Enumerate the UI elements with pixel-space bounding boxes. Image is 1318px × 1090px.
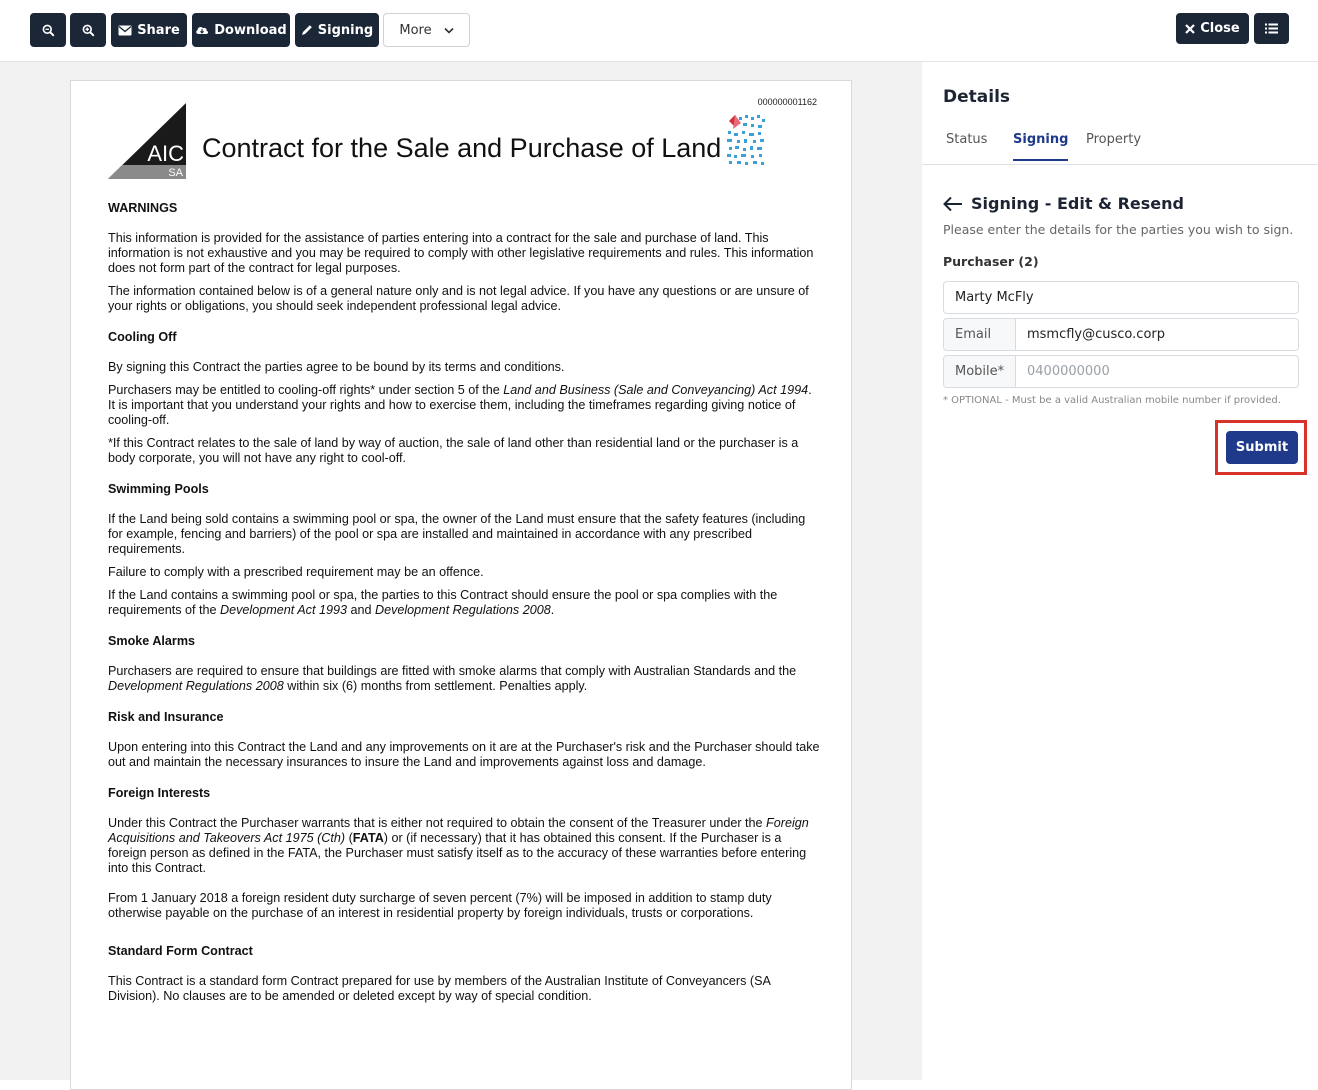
share-label: Share <box>137 22 180 38</box>
paragraph: By signing this Contract the parties agree to be bound by its terms and conditions. <box>108 360 565 374</box>
close-icon <box>1185 24 1195 34</box>
zoom-in-button[interactable] <box>70 13 106 47</box>
paragraph: The information contained below is of a general nature only and is not legal advice. If you have any questions or are unsure of your rights or obligations, you should seek independent professional legal advice. <box>108 284 809 313</box>
tab-signing[interactable]: Signing <box>1013 132 1068 161</box>
email-label: Email <box>944 319 1016 350</box>
paragraph: *If this Contract relates to the sale of land by way of auction, the sale of land other than residential land or the purchaser is a body corporate, you will not have any right to cool-off. <box>108 436 799 465</box>
email-field[interactable] <box>943 318 1299 351</box>
email-input[interactable] <box>1016 319 1298 350</box>
document-viewer[interactable] <box>0 62 922 1080</box>
paragraph: Purchasers may be entitled to cooling-off rights* under section 5 of the Land and Business (Sale and Conveyancing) Act 1994. It is important that you understand your rights and how to exercise them, including the timeframes regarding giving notice of cooling-off. <box>108 383 812 427</box>
document-title: Contract for the Sale and Purchase of Land <box>202 133 722 163</box>
list-icon <box>1265 23 1278 34</box>
tab-status[interactable]: Status <box>946 132 988 147</box>
section-heading: Foreign Interests <box>108 786 211 800</box>
paragraph: Purchasers are required to ensure that buildings are fitted with smoke alarms that comply with Australian Standards and the Development Regulations 2008 within six (6) months from settlement. Penalties apply. <box>108 664 797 693</box>
download-label: Download <box>214 22 287 38</box>
zoom-out-icon <box>42 24 55 37</box>
name-input[interactable] <box>944 282 1298 313</box>
signing-label: Signing <box>317 22 374 38</box>
mobile-field[interactable] <box>943 355 1299 388</box>
qr-code-icon <box>725 113 767 167</box>
aic-logo <box>108 103 186 179</box>
close-label: Close <box>1200 21 1240 36</box>
more-dropdown[interactable] <box>383 13 470 47</box>
zoom-out-button[interactable] <box>30 13 66 47</box>
paragraph: Failure to comply with a prescribed requirement may be an offence. <box>108 565 484 579</box>
zoom-in-icon <box>82 24 95 37</box>
section-heading: WARNINGS <box>108 201 178 215</box>
document-number: 000000001162 <box>757 97 817 107</box>
list-menu-button[interactable] <box>1254 13 1289 44</box>
section-heading: Swimming Pools <box>108 482 209 496</box>
document-body <box>108 201 820 1012</box>
signing-instructions: Please enter the details for the parties you wish to sign. <box>943 222 1294 237</box>
signing-title: Signing - Edit & Resend <box>971 194 1184 213</box>
paragraph: Upon entering into this Contract the Land and any improvements on it are at the Purchaser's risk and the Purchaser should take out and maintain the necessary insurances to insure the Land and improvements against loss and damage. <box>108 740 820 769</box>
envelope-icon <box>118 25 132 36</box>
details-tabs <box>922 122 1318 165</box>
chevron-down-icon <box>444 27 454 34</box>
pen-icon <box>301 24 313 36</box>
mobile-input[interactable] <box>1016 356 1298 387</box>
tab-property[interactable]: Property <box>1086 132 1142 147</box>
svg-text:AIC: AIC <box>147 141 184 166</box>
paragraph: If the Land being sold contains a swimming pool or spa, the owner of the Land must ensure that the safety features (including for example, fencing and barriers) of the pool or spa are installed and maintained in accordance with any prescribed requirements. <box>108 512 806 556</box>
document-page <box>70 80 852 1090</box>
svg-text:SA: SA <box>168 167 183 179</box>
details-title: Details <box>943 87 1011 107</box>
section-heading: Smoke Alarms <box>108 634 196 648</box>
name-field[interactable] <box>943 281 1299 314</box>
section-heading: Risk and Insurance <box>108 710 224 724</box>
close-button[interactable] <box>1176 13 1249 44</box>
share-button[interactable] <box>111 13 187 47</box>
cloud-download-icon <box>195 24 209 36</box>
paragraph: This Contract is a standard form Contract prepared for use by members of the Australian Institute of Conveyancers (SA Division). No clauses are to be amended or deleted except by way of special condition. <box>108 974 771 1003</box>
section-heading: Cooling Off <box>108 330 177 344</box>
submit-button[interactable]: Submit <box>1226 431 1298 464</box>
purchaser-label: Purchaser (2) <box>943 254 1039 269</box>
paragraph: From 1 January 2018 a foreign resident duty surcharge of seven percent (7%) will be imposed in addition to stamp duty otherwise payable on the purchase of an interest in residential property by foreign individuals, trusts or corporations. <box>108 891 772 920</box>
details-panel <box>922 62 1318 1080</box>
mobile-optional-note: * OPTIONAL - Must be a valid Australian mobile number if provided. <box>943 395 1281 406</box>
signing-button[interactable] <box>295 13 379 47</box>
mobile-label: Mobile* <box>944 356 1016 387</box>
paragraph: This information is provided for the assistance of parties entering into a contract for the sale and purchase of land. This information is not exhaustive and you may be required to comply with other legislative requirements and rules. This information does not form part of the contract for legal purposes. <box>108 231 814 275</box>
download-button[interactable] <box>192 13 290 47</box>
section-heading: Standard Form Contract <box>108 944 253 958</box>
paragraph: Under this Contract the Purchaser warrants that is either not required to obtain the consent of the Treasurer under the Foreign Acquisitions and Takeovers Act 1975 (Cth) (FATA) or (if necessary) that it has obtained this consent. If the Purchaser is a foreign person as defined in the FATA, the Purchaser must satisfy itself as to the accuracy of these warranties before entering into this Contract. <box>108 816 809 875</box>
more-label: More <box>399 22 432 38</box>
signing-header <box>943 194 1184 213</box>
paragraph: If the Land contains a swimming pool or spa, the parties to this Contract should ensure the pool or spa complies with the requirements of the Development Act 1993 and Development Regulations 2008. <box>108 588 778 617</box>
toolbar <box>0 0 1318 62</box>
back-arrow-icon[interactable] <box>943 196 963 212</box>
